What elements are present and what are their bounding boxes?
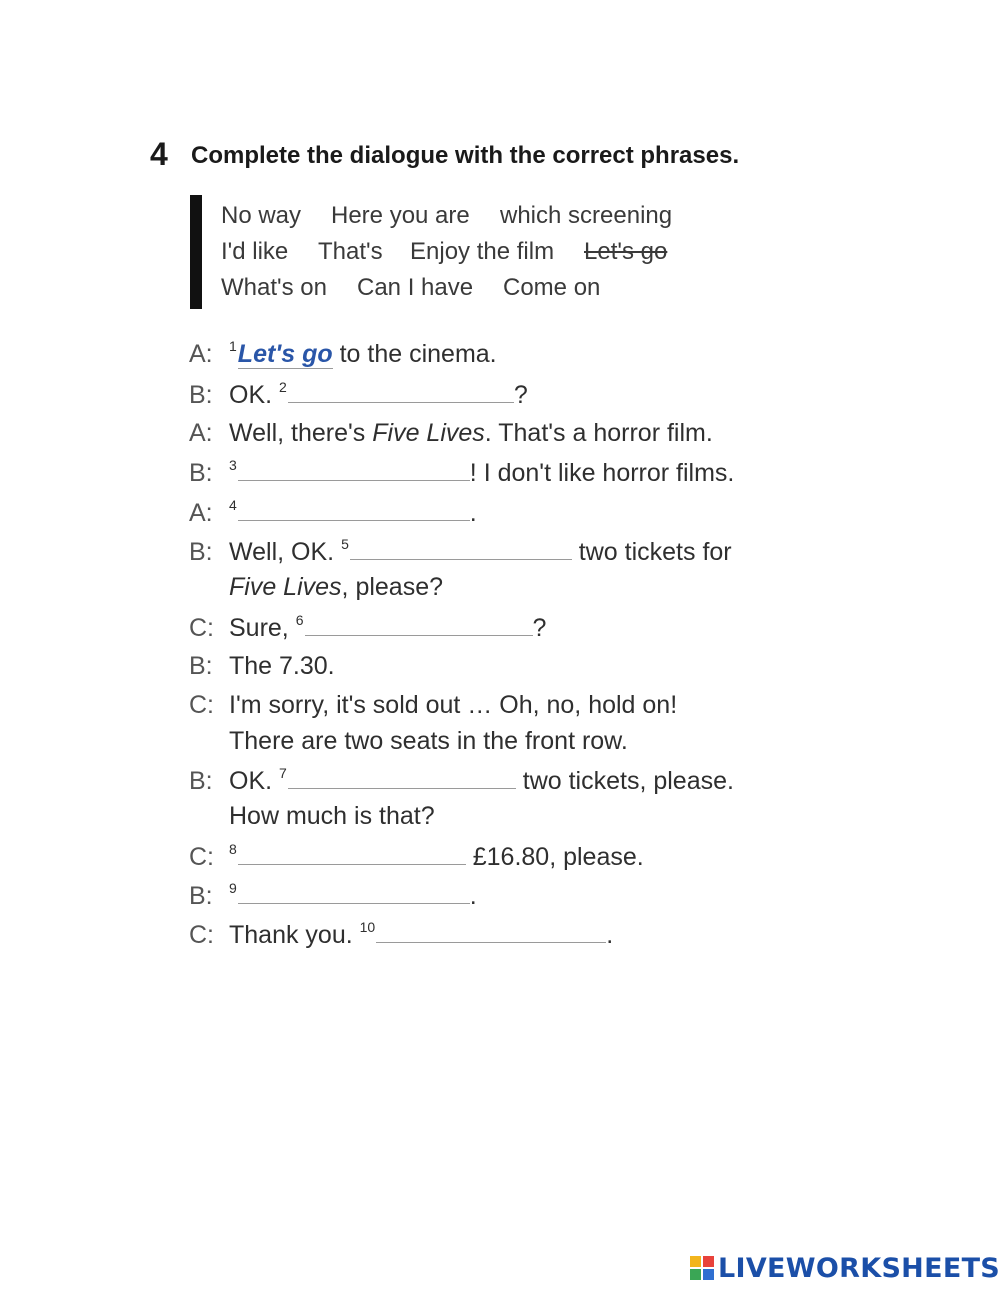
logo-text: LIVEWORKSHEETS [718,1252,1000,1284]
speaker-label: A: [189,419,213,447]
speaker-label: C: [189,843,214,871]
exercise-instruction: Complete the dialogue with the correct phrases. [191,142,740,169]
example-answer: Let's go [237,340,333,368]
speaker-label: C: [189,614,214,642]
answer-blank-7[interactable] [288,766,516,789]
speaker-label: C: [189,691,214,719]
speaker-label: B: [189,459,213,487]
dialogue-line-12 [189,881,477,913]
line-text: . [469,499,477,527]
answer-blank-9[interactable] [238,881,470,904]
phrase: Here you are [331,202,470,229]
line-text: . That's a horror film. [484,419,713,447]
dialogue-line-5 [189,498,477,530]
line-text: ! I don't like horror films. [469,459,735,487]
gap-number: 9 [229,880,237,896]
line-text: How much is that? [229,802,435,830]
gap-number: 8 [229,841,237,857]
answer-blank-5[interactable] [350,537,572,560]
phrase: No way [221,202,302,229]
phrase: Enjoy the film [410,238,555,265]
line-text: The 7.30. [229,652,335,680]
line-text: two tickets for [571,538,732,566]
phrase: which screening [500,202,673,229]
line-text: . [606,921,614,949]
dialogue-line-3 [189,419,713,451]
line-text: Thank you. [229,921,360,949]
speaker-label: C: [189,921,214,949]
answer-blank-6[interactable] [305,613,533,636]
phrase-used: Let's go [584,238,668,265]
answer-blank-4[interactable] [238,498,470,521]
dialogue-line-2 [189,380,528,412]
answer-blank-10[interactable] [376,920,606,943]
line-text: ? [513,381,528,409]
dialogue-line-8 [189,652,335,684]
liveworksheets-logo[interactable] [690,1252,1000,1284]
phrase: What's on [221,274,327,301]
dialogue-line-10-cont [229,802,435,831]
dialogue-line-6-cont [229,573,443,602]
speaker-label: B: [189,882,213,910]
speaker-label: B: [189,381,213,409]
dialogue-line-7 [189,613,546,645]
line-text: , please? [341,573,444,601]
phrase: That's [318,238,383,265]
dialogue-line-6 [189,537,732,569]
line-text: I'm sorry, it's sold out … Oh, no, hold on! [229,691,678,719]
gap-number: 1 [229,338,237,354]
exercise-number: 4 [150,136,168,172]
line-text: £16.80, please. [465,843,644,871]
answer-blank-2[interactable] [288,380,514,403]
dialogue-line-13 [189,920,613,952]
dialogue-line-9 [189,691,677,723]
line-text: two tickets, please. [515,767,734,795]
speaker-label: B: [189,538,213,566]
film-title: Five Lives [229,573,342,601]
gap-number: 2 [279,379,287,395]
line-text: Well, there's [229,419,373,447]
gap-number: 6 [295,612,304,628]
dialogue-line-9-cont [229,727,628,756]
line-text: Well, OK. [229,538,342,566]
film-title: Five Lives [372,419,485,447]
line-text: OK. [229,767,280,795]
phrase-box-bar [190,195,202,309]
line-text: ? [532,614,547,642]
speaker-label: B: [189,767,213,795]
gap-number: 4 [229,497,237,513]
dialogue-line-1 [189,340,497,372]
speaker-label: A: [189,499,213,527]
answer-blank-3[interactable] [238,458,470,481]
logo-grid-icon [690,1256,714,1280]
speaker-label: A: [189,340,213,368]
gap-number: 7 [279,765,287,781]
gap-number: 3 [229,457,237,473]
line-text: . [469,882,477,910]
gap-number: 10 [359,919,376,935]
dialogue-line-11 [189,842,644,874]
phrase: Come on [503,274,601,301]
gap-number: 5 [341,536,349,552]
phrase: I'd like [221,238,289,265]
line-text: Sure, [229,614,296,642]
line-text: There are two seats in the front row. [229,727,628,755]
line-text: to the cinema. [332,340,497,368]
speaker-label: B: [189,652,213,680]
answer-blank-8[interactable] [238,842,466,865]
phrase: Can I have [357,274,474,301]
dialogue-line-4 [189,458,734,490]
line-text: OK. [229,381,280,409]
dialogue-line-10 [189,766,734,798]
